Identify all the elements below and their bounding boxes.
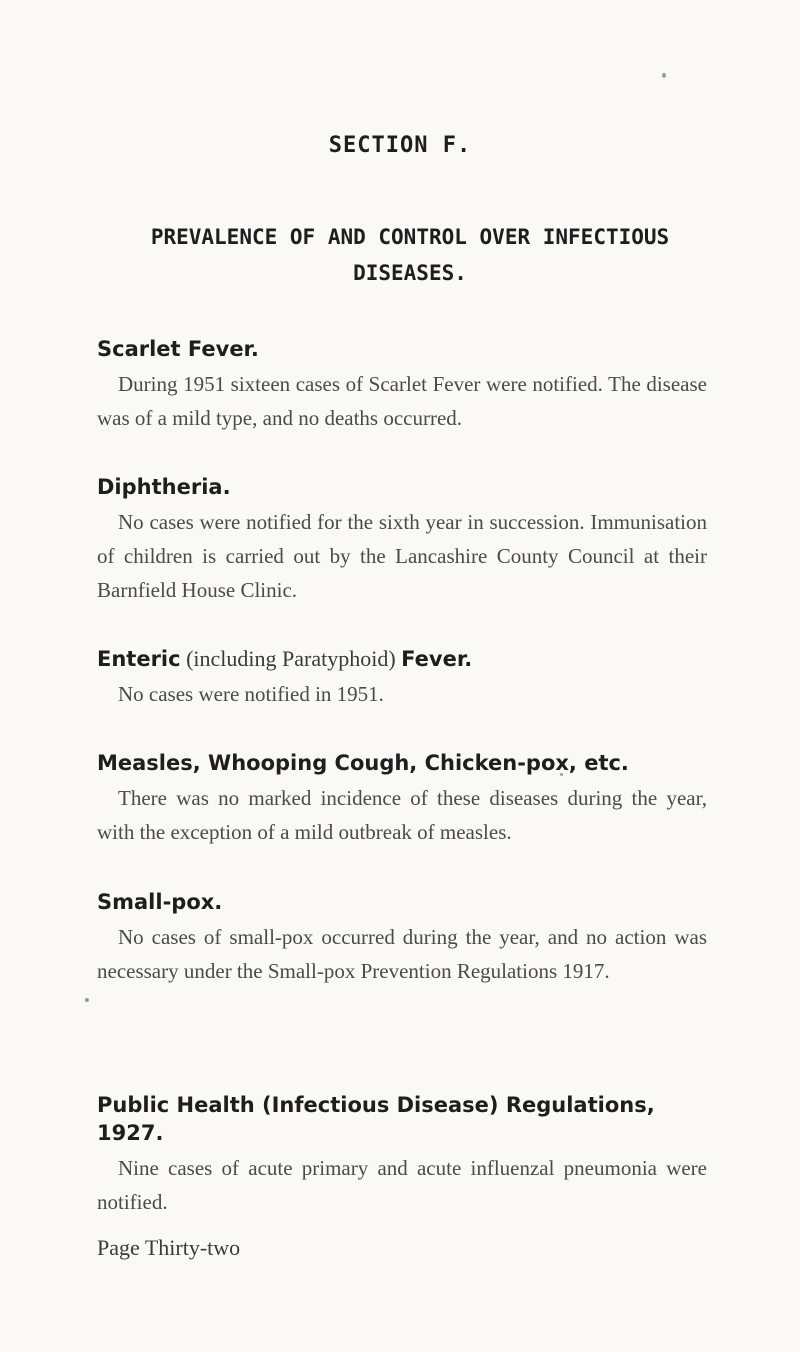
scan-speck	[85, 998, 89, 1002]
scan-speck	[662, 73, 666, 78]
section-heading: Measles, Whooping Cough, Chicken-pox, etc.	[97, 751, 629, 775]
section-heading: Scarlet Fever.	[97, 337, 259, 361]
section-diphtheria	[97, 473, 707, 607]
section-text: There was no marked incidence of these diseases during the year, with the exception of a mild outbreak of measles.	[97, 786, 707, 844]
section-text: No cases were notified for the sixth year in succession. Immunisation of children is carried out by the Lancashire County Council at their Barnfield House Clinic.	[97, 510, 707, 602]
section-text: Nine cases of acute primary and acute influenzal pneumonia were notified.	[97, 1156, 707, 1214]
section-heading: Diphtheria.	[97, 475, 231, 499]
section-text: No cases were notified in 1951.	[118, 682, 384, 706]
section-heading: Small-pox.	[97, 890, 223, 914]
section-title: SECTION F.	[328, 133, 472, 158]
section-heading	[97, 645, 707, 673]
heading-bold-part: Fever.	[401, 647, 473, 671]
section-heading: Public Health (Infectious Disease) Regulations, 1927.	[97, 1093, 655, 1145]
section-public-health-regulations	[97, 1091, 707, 1219]
section-scarlet-fever	[97, 335, 707, 435]
heading-bold-part: Enteric	[97, 647, 181, 671]
section-enteric-fever	[97, 645, 707, 711]
section-small-pox	[97, 888, 707, 988]
heading-plain-part: (including Paratyphoid)	[180, 646, 402, 671]
page-footer: Page Thirty-two	[97, 1235, 241, 1260]
section-text: During 1951 sixteen cases of Scarlet Fever were notified. The disease was of a mild type, and no deaths occurred.	[97, 372, 707, 430]
section-measles	[97, 749, 707, 849]
section-text: No cases of small-pox occurred during the year, and no action was necessary under the Small-pox Prevention Regulations 1917.	[97, 925, 707, 983]
page-title: PREVALENCE OF AND CONTROL OVER INFECTIOUS DISEASES.	[150, 225, 670, 285]
